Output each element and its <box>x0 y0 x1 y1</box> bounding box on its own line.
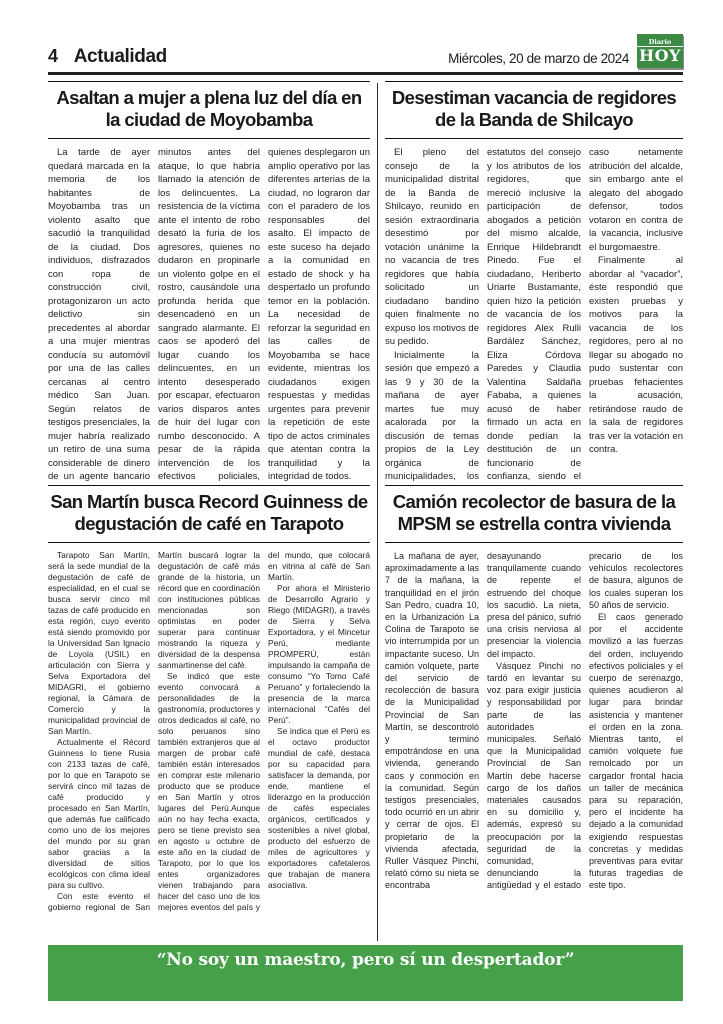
logo-diario-text: Diario <box>648 37 672 46</box>
masthead-right <box>448 34 683 68</box>
logo-hoy-text: HOY <box>639 45 681 65</box>
issue-date: Miércoles, 20 de marzo de 2024 <box>448 51 629 66</box>
article-paragraph: Finalmente al abordar al “vacador”, éste respondió que existen pruebas y motivos para la vacancia de los regidores, pero al no llegar su abogado no pudo sustentar con pruebas fehacientes la acusación, retirándose raudo de la sala de regidores tras ver la votación en contra. <box>589 255 683 455</box>
article-asalto-moyobamba <box>48 81 370 485</box>
diario-hoy-logo <box>637 34 683 68</box>
article-headline: Asaltan a mujer a plena luz del día en la ciudad de Moyobamba <box>48 81 370 139</box>
quote-text: “No soy un maestro, pero sí un despertador” <box>156 950 575 970</box>
page-number: 4 <box>48 46 58 66</box>
masthead-left <box>48 46 167 68</box>
article-body <box>385 146 683 484</box>
article-paragraph: El caos generado por el accidente movilizó a las fuerzas del orden, incluyendo efectivos policiales y el cuerpo de serenazgo, quienes acudieron al lugar para brindar asistencia y mantener el orden en la zona. Mientras tanto, el camión volquete fue remolcado por un cargador frontal hacia un taller de mecánica para su reparación, pero el incidente ha dejado a la comunidad exigiendo respuestas concretas y medidas preventivas para evitar futuras tragedias de este tipo. <box>589 612 683 891</box>
left-column <box>48 81 370 941</box>
article-body <box>48 146 370 484</box>
page-header <box>48 34 683 68</box>
article-paragraph: Por ahora el Ministerio de Desarrollo Agrario y Riego (MIDAGRI), a través de Sierra y Selva Exportadora, y el Mincetur Perú, mediante PROMPERÚ, están impulsando la campaña de consumo “Yo Tomo Café Peruano” y fortaleciendo la presencia de la marca internacional “Cafés del Perú”. <box>268 583 370 725</box>
article-vacancia-shilcayo <box>385 81 683 485</box>
quote-banner <box>48 945 683 1001</box>
center-column-divider <box>377 83 378 941</box>
articles-area <box>48 81 683 941</box>
article-paragraph: Inicialmente la sesión que empezó a las 9 y 30 de la mañana de ayer martes fue muy acalorada por la discusión de temas propios de la Ley orgánica de municipalidades, los estatutos del consejo y los atributos de los regidores, que mereció inclusive la participación de abogados a petición del mismo alcalde, Enrique Hildebrandt Pinedo. Fue el ciudadano, Heriberto Uriarte Bustamante, quien hizo la petición de vacancia de los regidores Alex Rulli Bardález Sánchez, Eliza Córdova Paredes y Claudia Valentina Saldaña Fababa, a quienes acusó de haber firmado un acta en donde pedían la destitución de un funcionario de confianza, siendo el caso netamente atribución del alcalde, sin embargo ante el alegato del abogado defensor, todos votaron en contra de la vacancia, inclusive el burgomaestre. <box>385 147 683 482</box>
section-title: Actualidad <box>73 46 167 67</box>
article-paragraph: Tarapoto San Martín, será la sede mundial de la degustación de café de especialidad, en el cual se busca servir cinco mil tazas de café producido en esta región, cuyo evento está siendo promovido por la Universidad San Ignacio de Loyola (USIL) en articulación con Sierra y Selva Exportadora del MIDAGRI, el gobierno regional, la Cámara de Comercio y la municipalidad provincial de San Martín. <box>48 550 150 736</box>
article-paragraph: Se indica que el Perú es el octavo productor mundial de café, destaca por su capacidad para satisfacer la demanda, por ende, mantiene el liderazgo en la producción de cafés especiales orgánicos, certificados y sostenibles a nivel global, producto del esfuerzo de miles de agricultores y exportadores cafetaleros que trabajan de manera asociativa. <box>268 726 370 890</box>
article-paragraph: Actualmente el Récord Guinness lo tiene Rusia con 2133 tazas de café, por lo que en Tarapoto se servirá cinco mil tazas de café producido y procesado en San Martín, que además fue calificado como uno de los mejores del mundo por su gran sabor gracias a la diversidad de sitios ecológicos con clima ideal para su cultivo. <box>48 737 150 890</box>
article-paragraph: La tarde de ayer quedará marcada en la memoria de los habitantes de Moyobamba tras un violento asalto que sacudió la tranquilidad de la ciudad. Dos individuos, disfrazados con ropa de construcción civil, protagonizaron un acto delictivo sin precedentes al abordar a una mujer mientras conducía su automóvil por una de las calles cercanas al centro médico San Juan. Según relatos de testigos presenciales, la mujer habría realizado un retiro de una suma considerable de dinero de un agente bancario minutos antes del ataque, lo que habría llamado la atención de los delincuentes. La resistencia de la víctima ante el intento de robo desató la furia de los agresores, quienes no dudaron en propinarle un violento golpe en el rostro, causándole una profunda herida que desencadenó en un sangrado alarmante. El caos se apoderó del lugar cuando los delincuentes, en un intento desesperado por escapar, efectuaron varios disparos antes de huir del lugar con rumbo desconocido. A pesar de la rápida intervención de los efectivos policiales, quienes desplegaron un amplio operativo por las diferentes arterias de la ciudad, no lograron dar con el paradero de los responsables del asalto. El impacto de este suceso ha dejado a la comunidad en estado de shock y ha despertado un profundo temor en la población. La necesidad de reforzar la seguridad en las calles de Moyobamba se hace evidente, mientras los ciudadanos exigen respuestas y medidas urgentes para prevenir la repetición de este tipo de actos criminales que atentan contra la tranquilidad y la integridad de todos. <box>48 147 370 482</box>
article-headline: San Martín busca Record Guinness de degustación de café en Tarapoto <box>48 485 370 543</box>
article-paragraph: Se indicó que este evento convocará a personalidades de la gastronomía, productores y otros dedicados al café, no solo peruanos sino también extranjeros que al margen de probar café también están interesados en comprar este milenario producto que se produce en San Martín y otros lugares del Perú.Aunque aún no hay fecha exacta, pero se tiene previsto sea en agosto u octubre de este año en la ciudad de Tarapoto, por lo que los entes organizadores vienen trabajando para hacer del caso uno de los mejores eventos del país y del mundo, que colocará en vitrina al café de San Martín. <box>158 550 370 912</box>
article-paragraph: Vásquez Pinchi no tardó en levantar su voz para exigir justicia y responsabilidad por parte de las autoridades municipales. Señaló que la Municipalidad Provincial de San Martín debe hacerse cargo de los daños materiales causados en su domicilio y, además, expresó su preocupación por la seguridad de la comunidad, denunciando la antigüedad y el estado precario de los vehículos recolectores de basura, algunos de los cuales superan los 50 años de servicio. <box>487 551 683 891</box>
article-record-guinness-cafe <box>48 485 370 941</box>
article-paragraph: La mañana de ayer, aproximadamente a las 7 de la mañana, la tranquilidad en el jirón San Pedro, cuadra 10, en la Urbanización La Colina de Tarapoto se vio interrumpida por un impactante suceso. Un camión volquete, parte del servicio de recolección de basura de la Municipalidad Provincial de San Martín, se descontroló y terminó empotrándose en una vivienda, generando caos y conmoción en la comunidad. Según testigos presenciales, todo ocurrió en un abrir y cerrar de ojos. El propietario de la vivienda afectada, Ruller Vásquez Pinchi, relató cómo su nieta se encontraba desayunando tranquilamente cuando de repente el estruendo del choque los sacudió. La nieta, presa del pánico, sufrió una crisis nerviosa al presenciar la violencia del impacto. <box>385 551 581 891</box>
article-paragraph: El pleno del consejo de la municipalidad distrital de la Banda de Shilcayo, reunido en sesión extraordinaria desestimó por votación unánime la no vacancia de tres regidores que había solicitado un ciudadano bandino quien finalmente no expuso los motivos de su pedido. <box>385 147 479 347</box>
article-body <box>385 550 683 892</box>
article-headline: Desestiman vacancia de regidores de la Banda de Shilcayo <box>385 81 683 139</box>
article-body <box>48 550 370 913</box>
right-column <box>385 81 683 941</box>
article-headline: Camión recolector de basura de la MPSM se estrella contra vivienda <box>385 485 683 543</box>
masthead-rule <box>48 72 683 75</box>
article-paragraph: Con este evento el gobierno regional de San Martín buscará lograr la degustación de café más grande de la historia, un récord que en coordinación con instituciones públicas mencionadas son optimistas en poder superar para continuar mostrando la riqueza y diversidad de la despensa sanmartinense del café. <box>48 550 260 912</box>
article-camion-recolector <box>385 485 683 941</box>
